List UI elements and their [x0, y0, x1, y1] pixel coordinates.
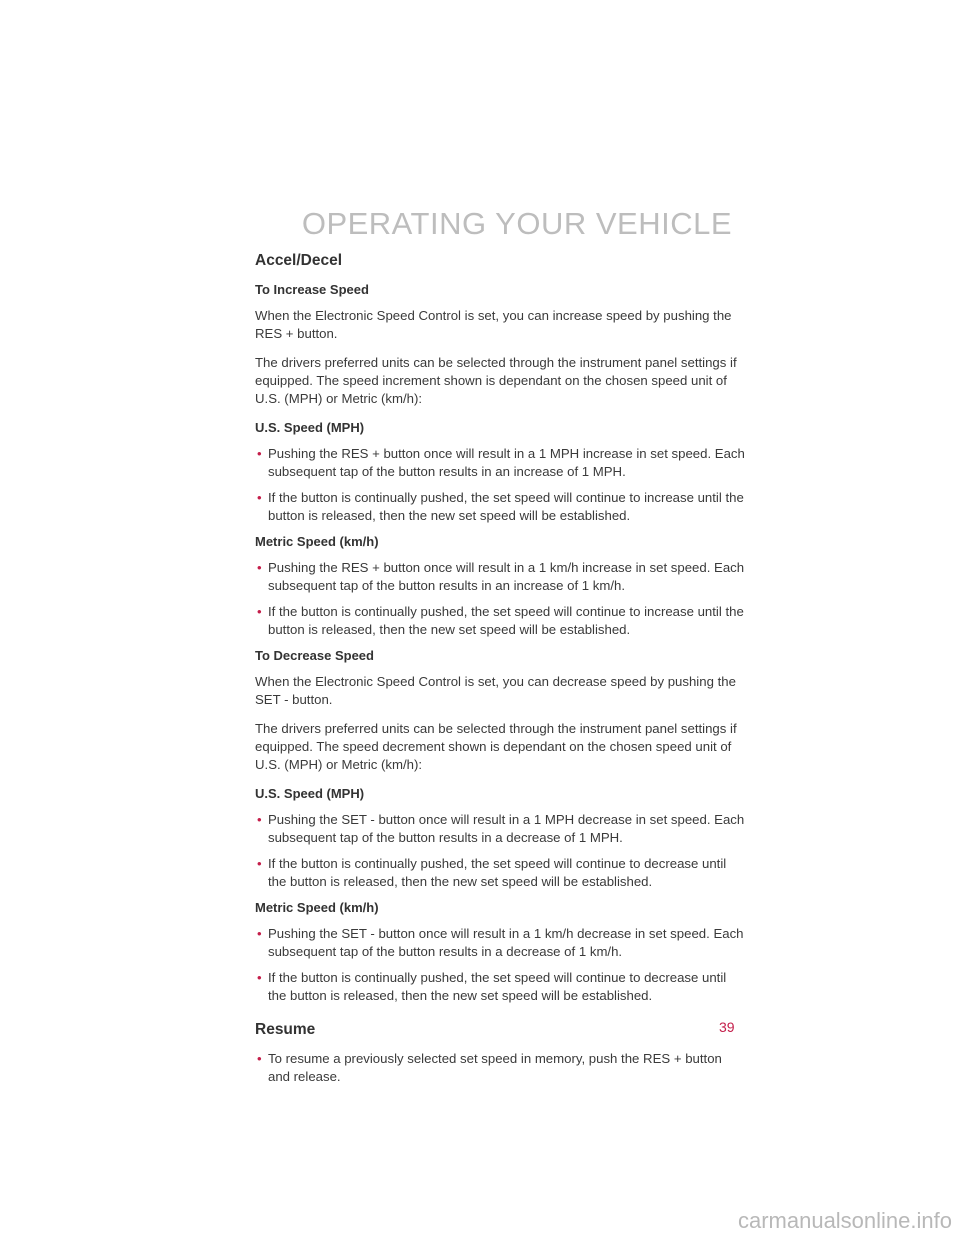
list-item-text: If the button is continually pushed, the set speed will continue to decrease until the button is released, then the new set speed will be established. [268, 856, 727, 889]
decrease-para-2: The drivers preferred units can be selected through the instrument panel settings if equipped. The speed decrement shown is dependant on the chosen speed unit of U.S. (MPH) or Metric (km/h): [255, 721, 737, 772]
decrease-speed-heading: To Decrease Speed [255, 648, 374, 663]
watermark[interactable]: carmanualsonline.info [737, 1208, 952, 1233]
list-item [255, 559, 745, 595]
bullet-icon: • [257, 490, 262, 505]
increase-para-2: The drivers preferred units can be selected through the instrument panel settings if equipped. The speed increment shown is dependant on the chosen speed unit of U.S. (MPH) or Metric (km/h): [255, 355, 737, 406]
increase-speed-heading: To Increase Speed [255, 282, 369, 297]
bullet-icon: • [257, 446, 262, 461]
bullet-icon: • [257, 604, 262, 619]
list-item [255, 489, 745, 525]
bullet-icon: • [257, 560, 262, 575]
list-item [255, 603, 745, 639]
increase-us-heading: U.S. Speed (MPH) [255, 420, 365, 435]
bullet-icon: • [257, 926, 262, 941]
list-item [255, 445, 745, 481]
list-item-text: If the button is continually pushed, the set speed will continue to decrease until the button is released, then the new set speed will be established. [268, 970, 727, 1003]
decrease-metric-heading: Metric Speed (km/h) [255, 900, 379, 915]
list-item-text: Pushing the RES + button once will result in a 1 km/h increase in set speed. Each subsequent tap of the button results in an increase of 1 km/h. [268, 560, 745, 593]
list-item-text: If the button is continually pushed, the set speed will continue to increase until the button is released, then the new set speed will be established. [268, 490, 744, 523]
list-item-text: To resume a previously selected set speed in memory, push the RES + button and release. [268, 1051, 722, 1084]
decrease-us-heading: U.S. Speed (MPH) [255, 786, 365, 801]
list-item [255, 969, 745, 1005]
increase-para-1: When the Electronic Speed Control is set, you can increase speed by pushing the RES + button. [255, 308, 732, 341]
list-item [255, 1050, 745, 1086]
list-item [255, 925, 745, 961]
page-number: 39 [719, 1019, 735, 1035]
section-header: OPERATING YOUR VEHICLE [301, 206, 732, 241]
bullet-icon: • [257, 970, 262, 985]
decrease-para-1: When the Electronic Speed Control is set, you can decrease speed by pushing the SET - button. [255, 674, 736, 707]
list-item-text: Pushing the SET - button once will result in a 1 MPH decrease in set speed. Each subsequent tap of the button results in a decrease of 1 MPH. [268, 812, 745, 845]
list-item [255, 855, 745, 891]
increase-metric-heading: Metric Speed (km/h) [255, 534, 379, 549]
accel-decel-title: Accel/Decel [255, 252, 343, 269]
list-item [255, 811, 745, 847]
bullet-icon: • [257, 1051, 262, 1066]
list-item-text: Pushing the RES + button once will result in a 1 MPH increase in set speed. Each subsequent tap of the button results in an increase of 1 MPH. [268, 446, 745, 479]
bullet-icon: • [257, 812, 262, 827]
page-content [255, 252, 745, 1094]
list-item-text: Pushing the SET - button once will result in a 1 km/h decrease in set speed. Each subsequent tap of the button results in a decrease of 1 km/h. [268, 926, 744, 959]
bullet-icon: • [257, 856, 262, 871]
list-item-text: If the button is continually pushed, the set speed will continue to increase until the button is released, then the new set speed will be established. [268, 604, 744, 637]
resume-title: Resume [255, 1021, 316, 1038]
